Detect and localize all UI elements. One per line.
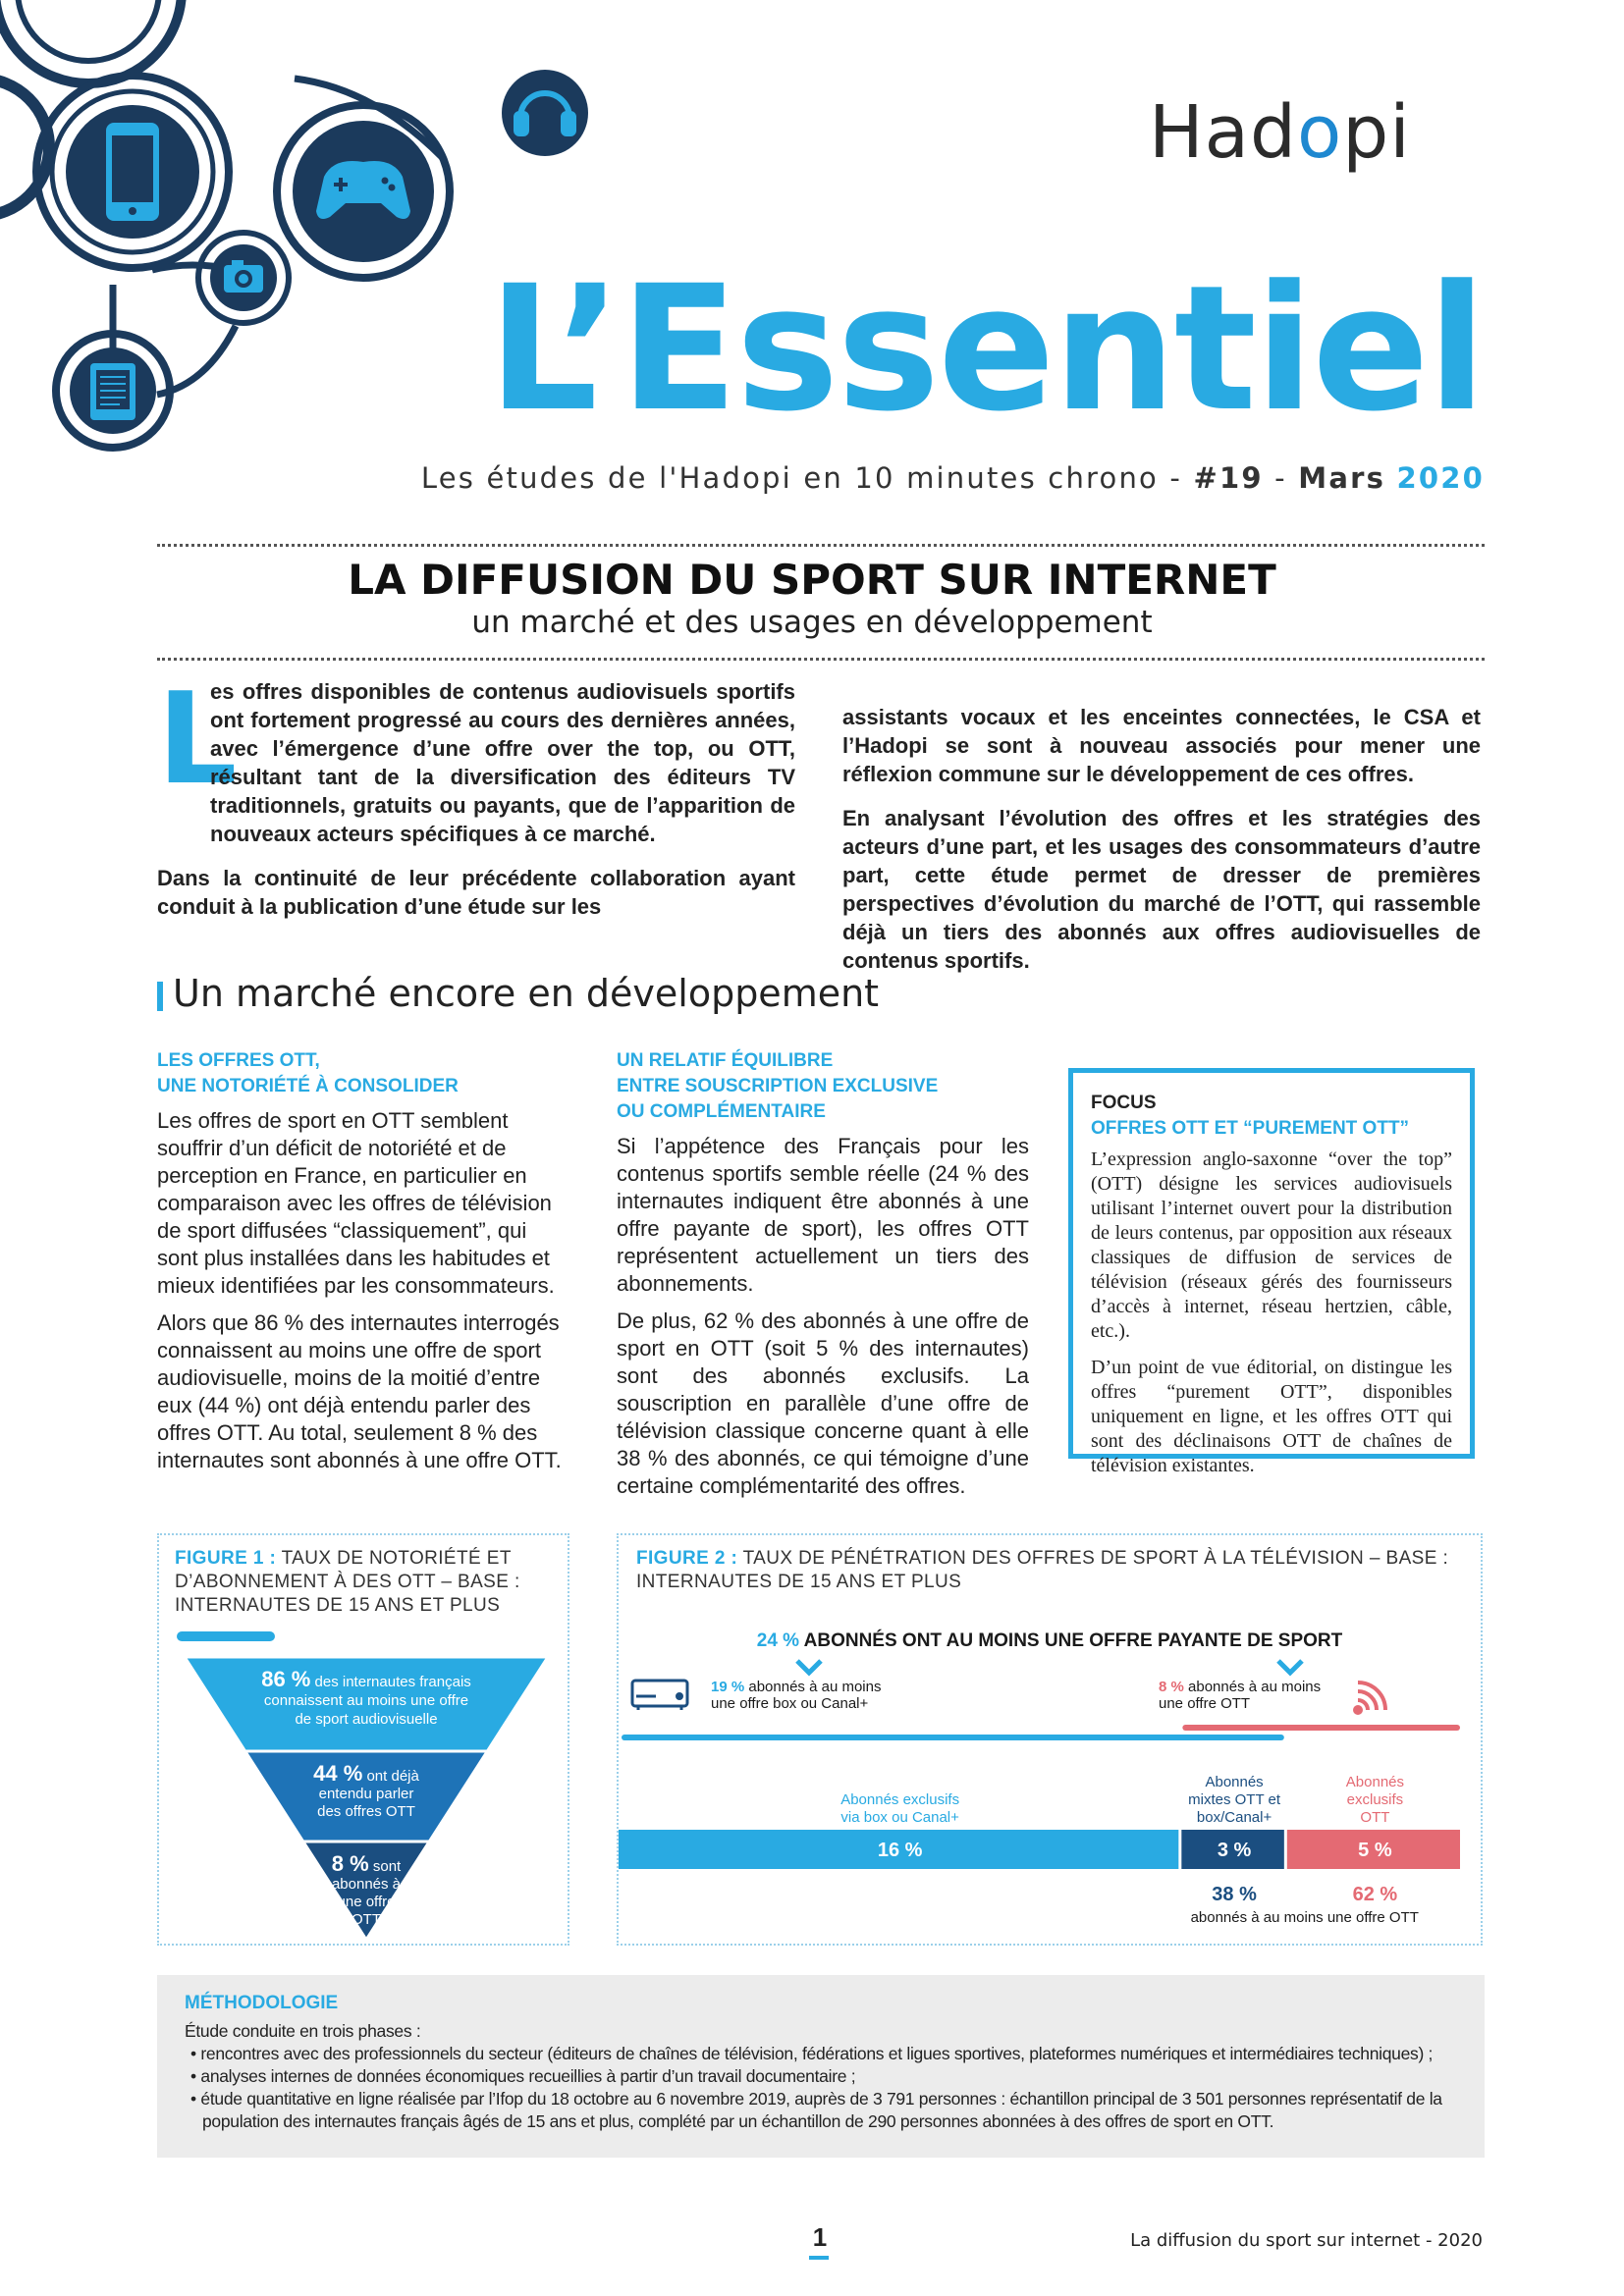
wifi-icon [1355, 1682, 1385, 1713]
drop-cap: L [157, 667, 238, 813]
bar-segment-label: Abonnés [1345, 1774, 1405, 1790]
figure-2-split-mixed: 38 % [1212, 1884, 1257, 1905]
bar-segment-label: via box ou Canal+ [840, 1809, 959, 1826]
page-title: L’Essentiel [487, 248, 1485, 450]
body-paragraph: De plus, 62 % des abonnés à une offre de sport en OTT (soit 5 % des internautes) sont des abonnés exclusifs. La souscription en parallèle d’une offre de télévision classique concerne quant à elle 38 % des abonnés, ce qui témoigne d’une certaine complémentarité des offres. [617, 1308, 1029, 1498]
methodology-title: MÉTHODOLOGIE [185, 1993, 339, 2013]
divider-top [157, 544, 1485, 547]
section-heading: Un marché encore en développement [173, 972, 880, 1015]
column-heading: UN RELATIF ÉQUILIBRE ENTRE SOUSCRIPTION EXCLUSIVE OU COMPLÉMENTAIRE [617, 1050, 939, 1122]
focus-box [1068, 1068, 1475, 1476]
funnel-level-label: entendu parler [318, 1786, 414, 1802]
body-paragraph: Alors que 86 % des internautes interrogés connaissent au moins une offre de sport audiovisuelle, moins de la moitié d’entre eux (44 %) ont déjà entendu parler des offres OTT. Au total, seulement 8 % des internautes sont abonnés à une offre OTT. [157, 1310, 562, 1472]
figure-1-caption: FIGURE 1 : TAUX DE NOTORIÉTÉ ET D’ABONNEMENT À DES OTT – BASE : INTERNAUTES DE 15 ANS ET PLUS [175, 1548, 520, 1616]
figure-2-headline: 24 % ABONNÉS ONT AU MOINS UNE OFFRE PAYANTE DE SPORT [756, 1630, 1343, 1651]
funnel-level-label: de sport audiovisuelle [295, 1711, 438, 1728]
section-marker [157, 982, 163, 1011]
body-paragraph: Les offres de sport en OTT semblent souffrir d’un déficit de notoriété et de perception en France, en particulier en comparaison avec les offres de télévision de sport diffusées “classiquement”, qui sont plus installées dans les habitudes et mieux identifiées par les consommateurs. [157, 1108, 555, 1298]
bar-segment-value: 5 % [1358, 1840, 1392, 1861]
funnel-level-label: OTT [352, 1911, 381, 1928]
figure-2-ott-label-line2: une offre OTT [1159, 1695, 1251, 1712]
intro-paragraph: En analysant l’évolution des offres et les stratégies des acteurs d’une part, et les usages des consommateurs d’autre part, cette étude permet de dresser de premières perspectives d’évolution du marché de l’OTT, qui rassemble déjà un tiers des abonnés aux offres audiovisuelles de contenus sportifs. [842, 806, 1481, 973]
bar-segment-label: Abonnés exclusifs [840, 1791, 960, 1808]
article-headline: LA DIFFUSION DU SPORT SUR INTERNET [348, 556, 1276, 604]
intro-right-column [842, 703, 1481, 990]
figure-2-box-label-line2: une offre box ou Canal+ [711, 1695, 869, 1712]
focus-paragraph: L’expression anglo-saxonne “over the top” (OTT) désigne les services audiovisuels utilisant l’internet ouvert pour la distribution de leurs contenus, par opposition aux réseaux classiques de diffusion de services de télévision (réseaux gérés des fournisseurs d’accès à internet, réseau hertzien, câble, etc.). [1091, 1148, 1452, 1342]
issue-year: 2020 [1396, 461, 1485, 495]
page-number-underline [809, 2256, 829, 2260]
bar-segment-label: OTT [1360, 1809, 1390, 1826]
column-body [157, 1107, 569, 1474]
page-number: 1 [812, 2222, 828, 2252]
masthead-subtitle: Les études de l'Hadopi en 10 minutes chrono - #19 - Mars 2020 [420, 461, 1485, 495]
bar-segment-label: mixtes OTT et [1188, 1791, 1281, 1808]
funnel-level-label: 44 % ont déjà [313, 1761, 419, 1786]
focus-body [1091, 1148, 1452, 1478]
issue-month: Mars [1298, 461, 1386, 495]
chevron-down-icon [1278, 1661, 1302, 1673]
funnel-level-label: 86 % des internautes français [261, 1667, 471, 1691]
intro-paragraph: es offres disponibles de contenus audiovisuels sportifs ont fortement progressé au cours des dernières années, avec l’émergence d’une offre over the top, ou OTT, résultant tant de la diversification des éditeurs TV traditionnels, gratuits ou payants, que de l’apparition de nouveaux acteurs spécifiques à ce marché. [210, 679, 795, 846]
figure-2-split-note: abonnés à au moins une offre OTT [1190, 1909, 1419, 1926]
column-equilibre [617, 1048, 1029, 1510]
figure-1-funnel [175, 1649, 558, 1944]
intro-paragraph: Dans la continuité de leur précédente collaboration ayant conduit à la publication d’une étude sur les [157, 866, 795, 919]
figure-2-caption: FIGURE 2 : TAUX DE PÉNÉTRATION DES OFFRES DE SPORT À LA TÉLÉVISION – BASE : INTERNAUTES DE 15 ANS ET PLUS [636, 1548, 1449, 1592]
brand-logo: Hadopi [1149, 90, 1411, 175]
focus-paragraph: D’un point de vue éditorial, on distingue les offres “purement OTT”, disponibles uniquement en ligne, et les offres OTT qui sont des déclinaisons OTT de chaînes de télévision existantes. [1091, 1357, 1452, 1476]
bar-segment-label: Abonnés [1205, 1774, 1264, 1790]
brand-logo-o: o [1296, 90, 1343, 175]
funnel-level-label: des offres OTT [317, 1803, 415, 1820]
footer-text: La diffusion du sport sur internet - 2020 [1130, 2230, 1483, 2251]
column-body [617, 1133, 1029, 1500]
column-heading: LES OFFRES OTT, UNE NOTORIÉTÉ À CONSOLIDER [157, 1050, 459, 1096]
phone-icon [106, 123, 159, 221]
bar-segment-value: 3 % [1217, 1840, 1252, 1861]
divider-bottom [157, 658, 1485, 661]
chevron-down-icon [797, 1661, 821, 1673]
body-paragraph: Si l’appétence des Français pour les contenus sportifs semble réelle (24 % des internautes indiquent être abonnés à une offre payante de sport), les offres OTT représentent actuellement un tiers des abonnements. [617, 1134, 1029, 1296]
bar-segment-value: 16 % [877, 1840, 923, 1861]
focus-subtitle: OFFRES OTT ET “PUREMENT OTT” [1091, 1118, 1410, 1139]
intro-left-column [157, 667, 795, 936]
figure-1-caption-underline [177, 1631, 275, 1641]
article-subheadline: un marché et des usages en développement [471, 605, 1153, 640]
issue-number: #19 [1193, 461, 1264, 495]
methodology-item: • étude quantitative en ligne réalisée par l’Ifop du 18 octobre au 6 novembre 2019, auprès de 3 791 personnes : échantillon principal de 3 501 personnes représentatif de la population des internautes français âgés de 15 ans et plus, complété par un échantillon de 290 personnes abonnées à des offres de sport en OTT. [190, 2089, 1442, 2131]
tv-box-icon [632, 1681, 687, 1710]
funnel-level-label: 8 % sont [331, 1851, 402, 1876]
funnel-level-label: connaissent au moins une offre [263, 1692, 469, 1709]
funnel-level-label: abonnés à [331, 1876, 402, 1893]
intro-paragraph: assistants vocaux et les enceintes connectées, le CSA et l’Hadopi se sont à nouveau associés pour mener une réflexion commune sur le développement de ces offres. [842, 705, 1481, 786]
methodology-item: • rencontres avec des professionnels du secteur (éditeurs de chaînes de télévision, fédérations et ligues sportives, plateformes numériques et intermédiaires techniques) ; [190, 2044, 1434, 2063]
column-offres-ott [157, 1048, 569, 1484]
focus-title: FOCUS [1091, 1093, 1157, 1113]
figure-2-chart [617, 1610, 1483, 1944]
methodology-box [157, 1975, 1485, 2158]
bar-segment-label: box/Canal+ [1196, 1809, 1272, 1826]
funnel-level-label: une offre [337, 1894, 396, 1910]
bar-segment-label: exclusifs [1346, 1791, 1404, 1808]
figure-2-box-label: 19 % abonnés à au moins [711, 1679, 882, 1695]
methodology-intro: Étude conduite en trois phases : [185, 2021, 421, 2041]
figure-2-ott-label: 8 % abonnés à au moins [1159, 1679, 1322, 1695]
methodology-item: • analyses internes de données économiques recueillies à partir d’un travail documentaire ; [190, 2066, 856, 2086]
figure-2-split-exclusive: 62 % [1352, 1884, 1398, 1905]
